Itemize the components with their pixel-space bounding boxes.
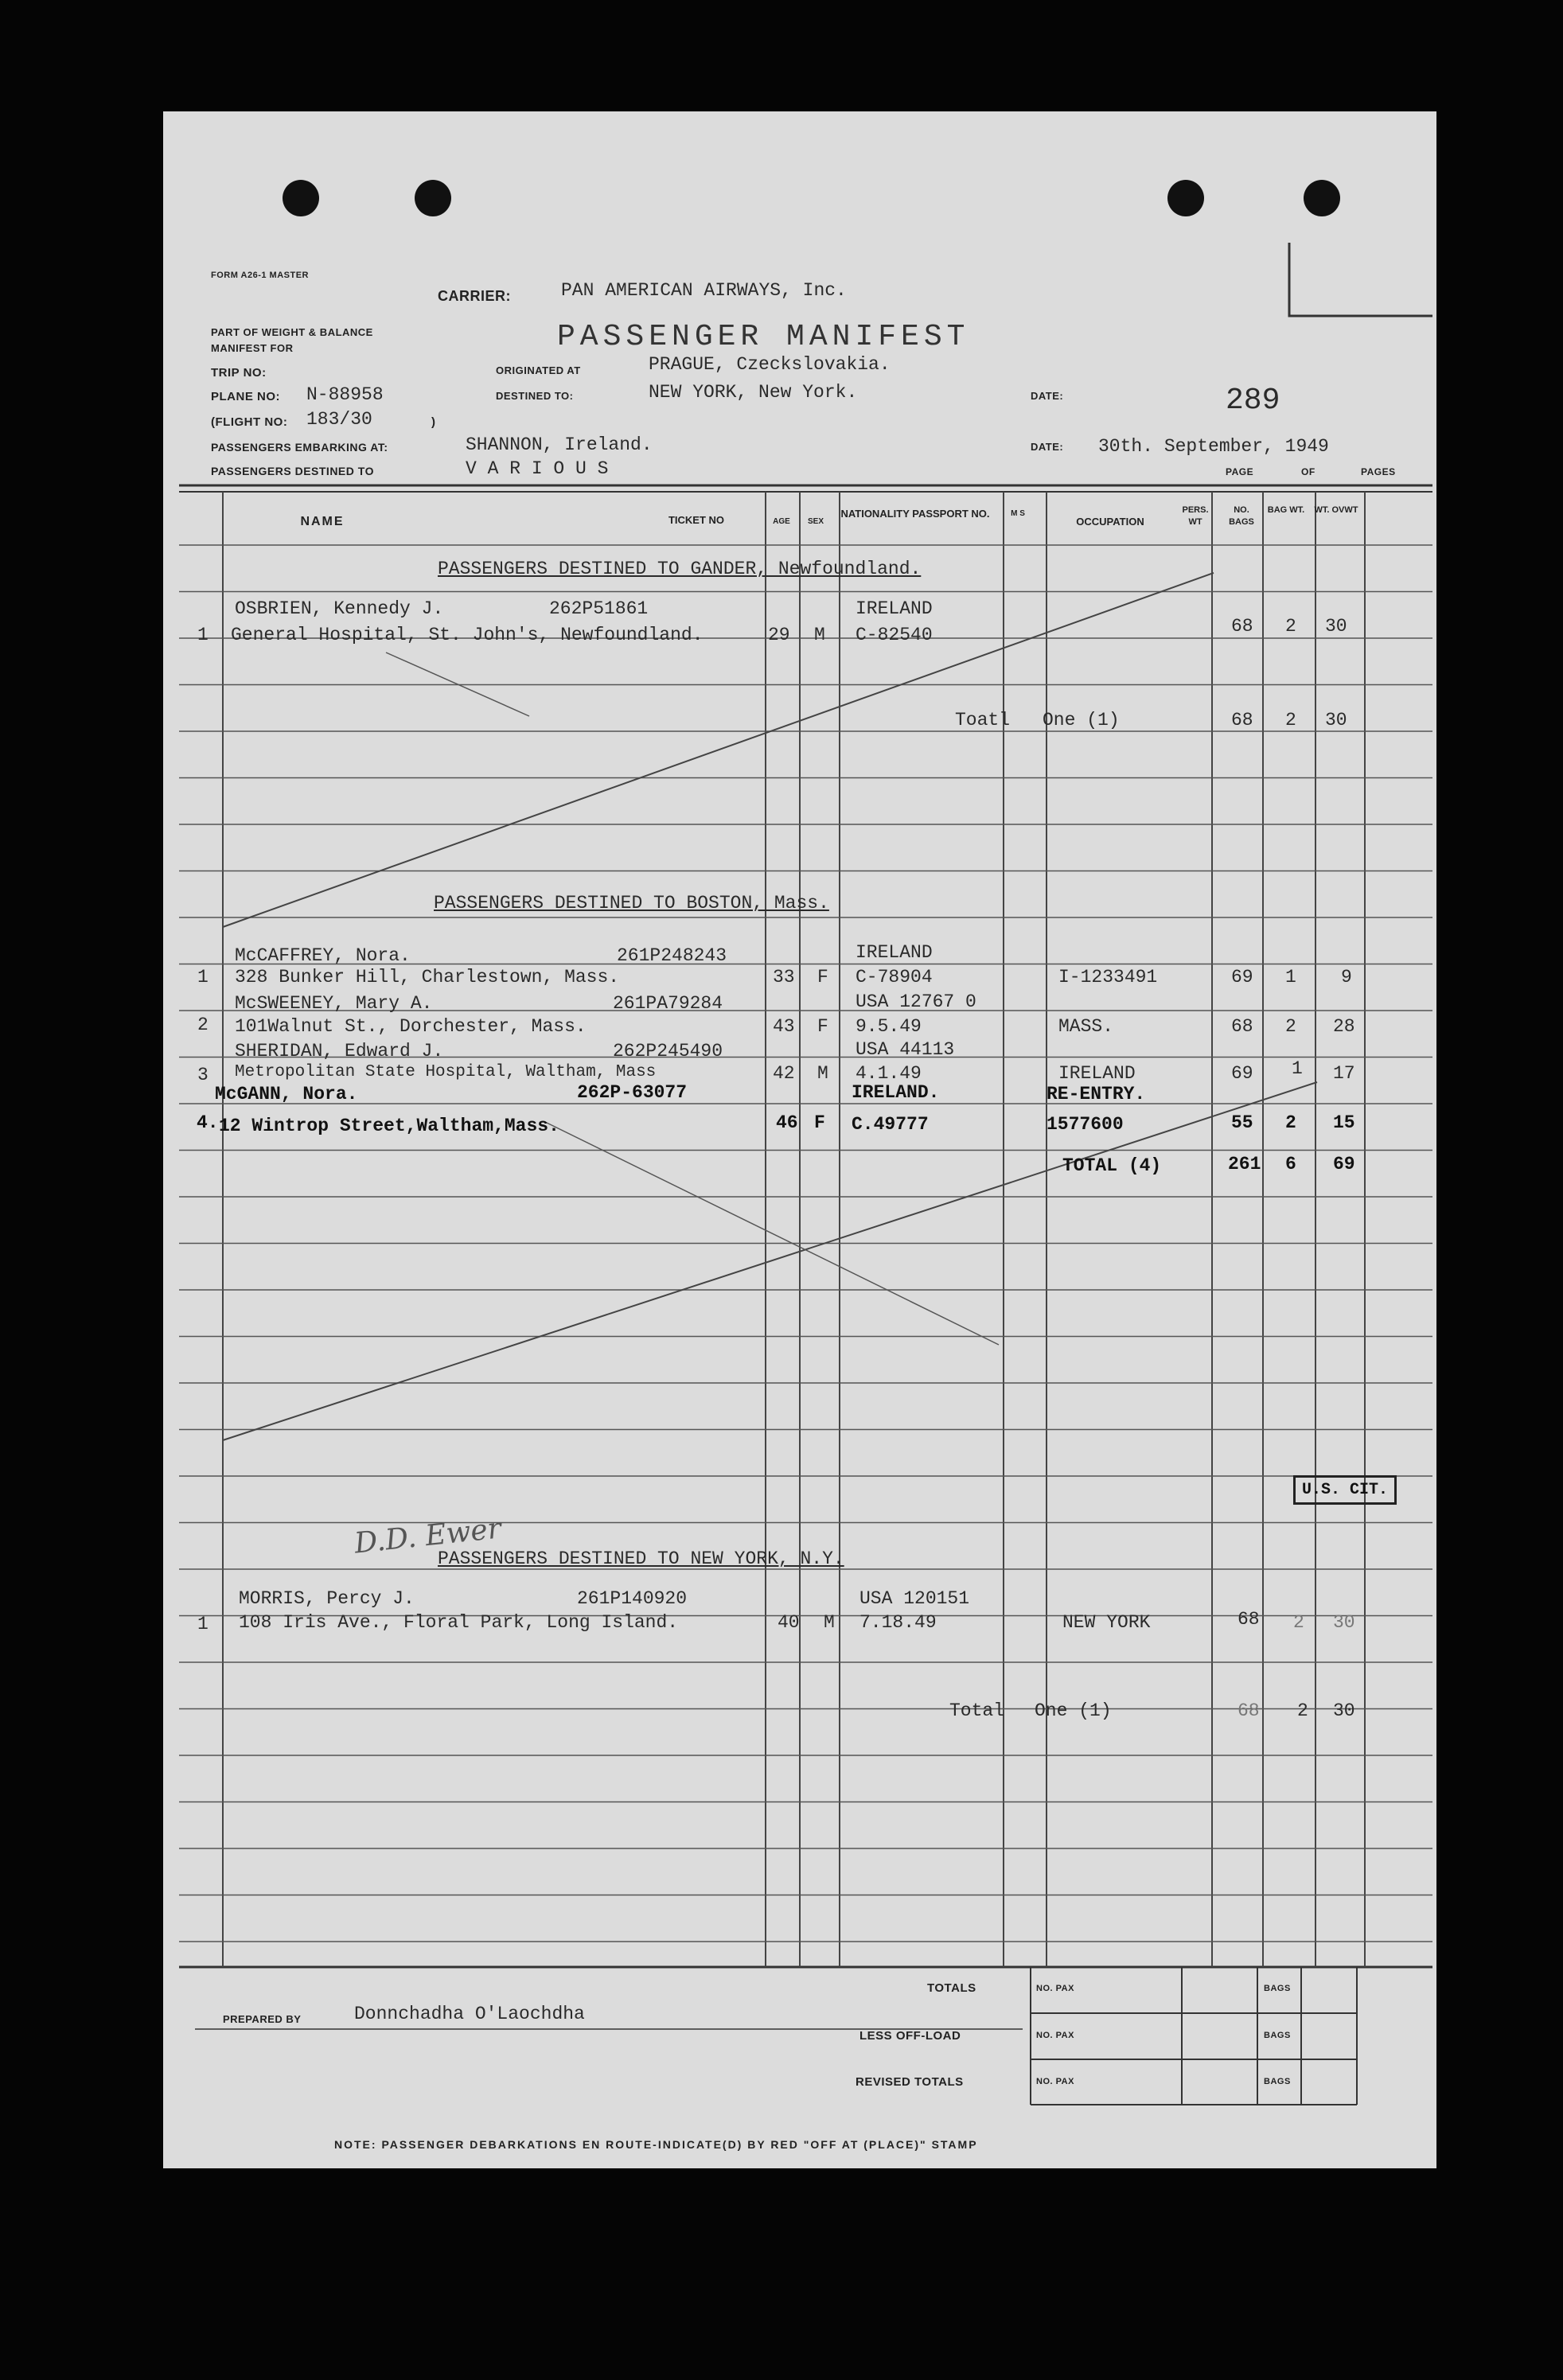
pers-wt: 68	[1231, 1016, 1253, 1037]
passenger-address: Metropolitan State Hospital, Waltham, Mass	[235, 1063, 657, 1081]
us-citizen-stamp: U.S. CIT.	[1293, 1475, 1397, 1505]
embarking-label: PASSENGERS EMBARKING AT:	[211, 441, 388, 454]
passport-number: 7.18.49	[859, 1612, 937, 1633]
total-wt: 68	[1238, 1700, 1260, 1721]
bags-label: BAGS	[1264, 2031, 1291, 2040]
total-bag-wt: 69	[1333, 1154, 1355, 1174]
footer-note: NOTE: PASSENGER DEBARKATIONS EN ROUTE-INDICATE(D) BY RED "OFF AT (PLACE)" STAMP	[334, 2138, 978, 2151]
section-heading: PASSENGERS DESTINED TO BOSTON, Mass.	[434, 893, 829, 913]
revised-totals-label: REVISED TOTALS	[856, 2075, 964, 2089]
bag-wt: 9	[1341, 967, 1352, 987]
carrier-value: PAN AMERICAN AIRWAYS, Inc.	[561, 280, 847, 301]
occupation: MASS.	[1058, 1016, 1114, 1037]
flight-close: )	[431, 415, 436, 429]
totals-label: TOTALS	[927, 1981, 976, 1995]
row-number: 3	[197, 1065, 209, 1085]
sex: F	[817, 1016, 828, 1037]
ticket-number: 262P51861	[549, 598, 649, 619]
total-label: Total	[949, 1700, 1005, 1721]
passenger-name: MORRIS, Percy J.	[239, 1588, 415, 1609]
total-bag-wt: 30	[1333, 1700, 1355, 1721]
ticket-number: 261PA79284	[613, 993, 723, 1014]
date-label-1: DATE:	[1031, 390, 1064, 402]
nationality: IRELAND	[856, 942, 933, 963]
total-count: One (1)	[1035, 1700, 1112, 1721]
passenger-address: 101Walnut St., Dorchester, Mass.	[235, 1016, 587, 1037]
row-number: 1	[197, 625, 209, 645]
row-number: 1	[197, 967, 209, 987]
passport-number: C-78904	[856, 967, 933, 987]
no-bags: 2	[1285, 616, 1296, 637]
passport-number: 9.5.49	[856, 1016, 922, 1037]
row-number: 4.	[197, 1112, 219, 1133]
ticket-number: 261P248243	[617, 945, 727, 966]
total-label: Toatl	[955, 710, 1011, 730]
bag-wt: 15	[1333, 1112, 1355, 1133]
pers-wt: 69	[1231, 1063, 1253, 1084]
passenger-name: OSBRIEN, Kennedy J.	[235, 598, 444, 619]
nationality: IRELAND.	[852, 1082, 940, 1103]
destined-label: DESTINED TO:	[496, 390, 574, 402]
bag-wt: 28	[1333, 1016, 1355, 1037]
nationality: USA 44113	[856, 1039, 955, 1060]
occupation: I-1233491	[1058, 967, 1158, 987]
col-header-occupation: OCCUPATION	[1076, 516, 1144, 528]
passenger-name: SHERIDAN, Edward J.	[235, 1041, 444, 1061]
bag-wt: 30	[1333, 1612, 1355, 1633]
of-label: OF	[1301, 466, 1315, 477]
bag-wt: 30	[1325, 616, 1347, 637]
passenger-name: McCAFFREY, Nora.	[235, 945, 411, 966]
col-header-pers-wt: PERS. WT	[1182, 505, 1209, 527]
no-bags: 2	[1285, 1112, 1296, 1133]
ticket-number: 261P140920	[577, 1588, 688, 1609]
bags-label: BAGS	[1264, 2077, 1291, 2086]
col-header-ticket: TICKET NO	[668, 514, 725, 526]
sex: F	[814, 1112, 825, 1133]
total-label: TOTAL (4)	[1062, 1155, 1162, 1176]
no-bags: 2	[1293, 1612, 1304, 1633]
pers-wt: 68	[1238, 1609, 1260, 1630]
no-pax-label: NO. PAX	[1036, 1984, 1074, 1993]
sex: F	[817, 967, 828, 987]
originated-label: ORIGINATED AT	[496, 364, 581, 376]
less-off-load-label: LESS OFF-LOAD	[859, 2029, 961, 2043]
passenger-name: McSWEENEY, Mary A.	[235, 993, 433, 1014]
col-header-age: AGE	[773, 517, 790, 526]
sex: M	[824, 1612, 835, 1633]
embarking-value: SHANNON, Ireland.	[466, 434, 653, 455]
pers-wt: 69	[1231, 967, 1253, 987]
age: 40	[778, 1612, 800, 1633]
col-header-wt-ovwt: WT. OVWT	[1314, 505, 1358, 515]
col-header-ms: M S	[1011, 509, 1025, 518]
age: 33	[773, 967, 795, 987]
col-header-bag-wt: BAG WT.	[1267, 505, 1305, 515]
age: 29	[768, 625, 790, 645]
destined-to-label: PASSENGERS DESTINED TO	[211, 465, 374, 477]
occupation: RE-ENTRY.	[1047, 1084, 1146, 1104]
originated-value: PRAGUE, Czeckslovakia.	[649, 354, 891, 375]
destined-to-value: V A R I O U S	[466, 458, 609, 479]
section-heading: PASSENGERS DESTINED TO GANDER, Newfoundland.	[438, 559, 922, 579]
date-label-2: DATE:	[1031, 441, 1064, 453]
passport-number: 4.1.49	[856, 1063, 922, 1084]
total-wt: 261	[1228, 1154, 1261, 1174]
no-pax-label: NO. PAX	[1036, 2031, 1074, 2040]
manifest-page	[163, 111, 1436, 2168]
total-bags: 2	[1285, 710, 1296, 730]
no-bags: 1	[1285, 967, 1296, 987]
passenger-address: 12 Wintrop Street,Waltham,Mass.	[219, 1116, 559, 1136]
col-header-name: NAME	[300, 515, 345, 528]
total-bags: 2	[1297, 1700, 1308, 1721]
section-heading: PASSENGERS DESTINED TO NEW YORK, N.Y.	[438, 1548, 844, 1569]
age: 43	[773, 1016, 795, 1037]
passenger-address: General Hospital, St. John's, Newfoundland.	[231, 625, 704, 645]
total-wt: 68	[1231, 710, 1253, 730]
row-number: 2	[197, 1015, 209, 1035]
date-value: 30th. September, 1949	[1098, 436, 1329, 457]
nationality: USA 120151	[859, 1588, 970, 1609]
part-of-label-1: PART OF WEIGHT & BALANCE	[211, 326, 373, 338]
nationality: IRELAND	[856, 598, 933, 619]
total-bags: 6	[1285, 1154, 1296, 1174]
occupation: IRELAND	[1058, 1063, 1136, 1084]
ticket-number: 262P-63077	[577, 1082, 688, 1103]
page-title: PASSENGER MANIFEST	[557, 320, 970, 354]
page-label: PAGE	[1226, 466, 1254, 477]
part-of-label-2: MANIFEST FOR	[211, 342, 294, 354]
col-header-no-bags: NO. BAGS	[1229, 505, 1254, 527]
bag-wt: 17	[1333, 1063, 1355, 1084]
prepared-by-label: PREPARED BY	[223, 2013, 302, 2025]
pages-label: PAGES	[1361, 466, 1396, 477]
plane-value: N-88958	[306, 384, 384, 405]
passport-number: C-82540	[856, 625, 933, 645]
total-bag-wt: 30	[1325, 710, 1347, 730]
sex: M	[817, 1063, 828, 1084]
nationality: USA 12767 0	[856, 991, 976, 1012]
flight-value: 183/30	[306, 409, 372, 430]
no-bags: 1	[1292, 1058, 1303, 1079]
passenger-name: McGANN, Nora.	[215, 1084, 358, 1104]
destined-value: NEW YORK, New York.	[649, 382, 858, 403]
footer-totals-grid	[163, 111, 1436, 2168]
prepared-by-value: Donnchadha O'Laochdha	[354, 2004, 585, 2024]
plane-label: PLANE NO:	[211, 390, 280, 403]
sex: M	[814, 625, 825, 645]
pers-wt: 68	[1231, 616, 1253, 637]
page-number: 289	[1226, 384, 1280, 418]
occupation: NEW YORK	[1062, 1612, 1151, 1633]
no-bags: 2	[1285, 1016, 1296, 1037]
no-pax-label: NO. PAX	[1036, 2077, 1074, 2086]
col-header-sex: SEX	[807, 517, 824, 526]
pers-wt: 55	[1231, 1112, 1253, 1133]
passenger-address: 108 Iris Ave., Floral Park, Long Island.	[239, 1612, 679, 1633]
flight-label: (FLIGHT NO:	[211, 415, 288, 429]
ticket-number: 262P245490	[613, 1041, 723, 1061]
form-number: FORM A26-1 MASTER	[211, 271, 309, 280]
bags-label: BAGS	[1264, 1984, 1291, 1993]
col-header-nationality: NATIONALITY PASSPORT NO.	[840, 508, 990, 520]
total-count: One (1)	[1043, 710, 1120, 730]
passport-number: C.49777	[852, 1114, 929, 1135]
carrier-label: CARRIER:	[438, 288, 511, 304]
handwritten-initials: D.D. Ewer	[353, 1512, 503, 1560]
age: 42	[773, 1063, 795, 1084]
passenger-address: 328 Bunker Hill, Charlestown, Mass.	[235, 967, 620, 987]
row-number: 1	[197, 1614, 209, 1634]
trip-label: TRIP NO:	[211, 366, 267, 380]
occupation-number: 1577600	[1047, 1114, 1124, 1135]
age: 46	[776, 1112, 798, 1133]
